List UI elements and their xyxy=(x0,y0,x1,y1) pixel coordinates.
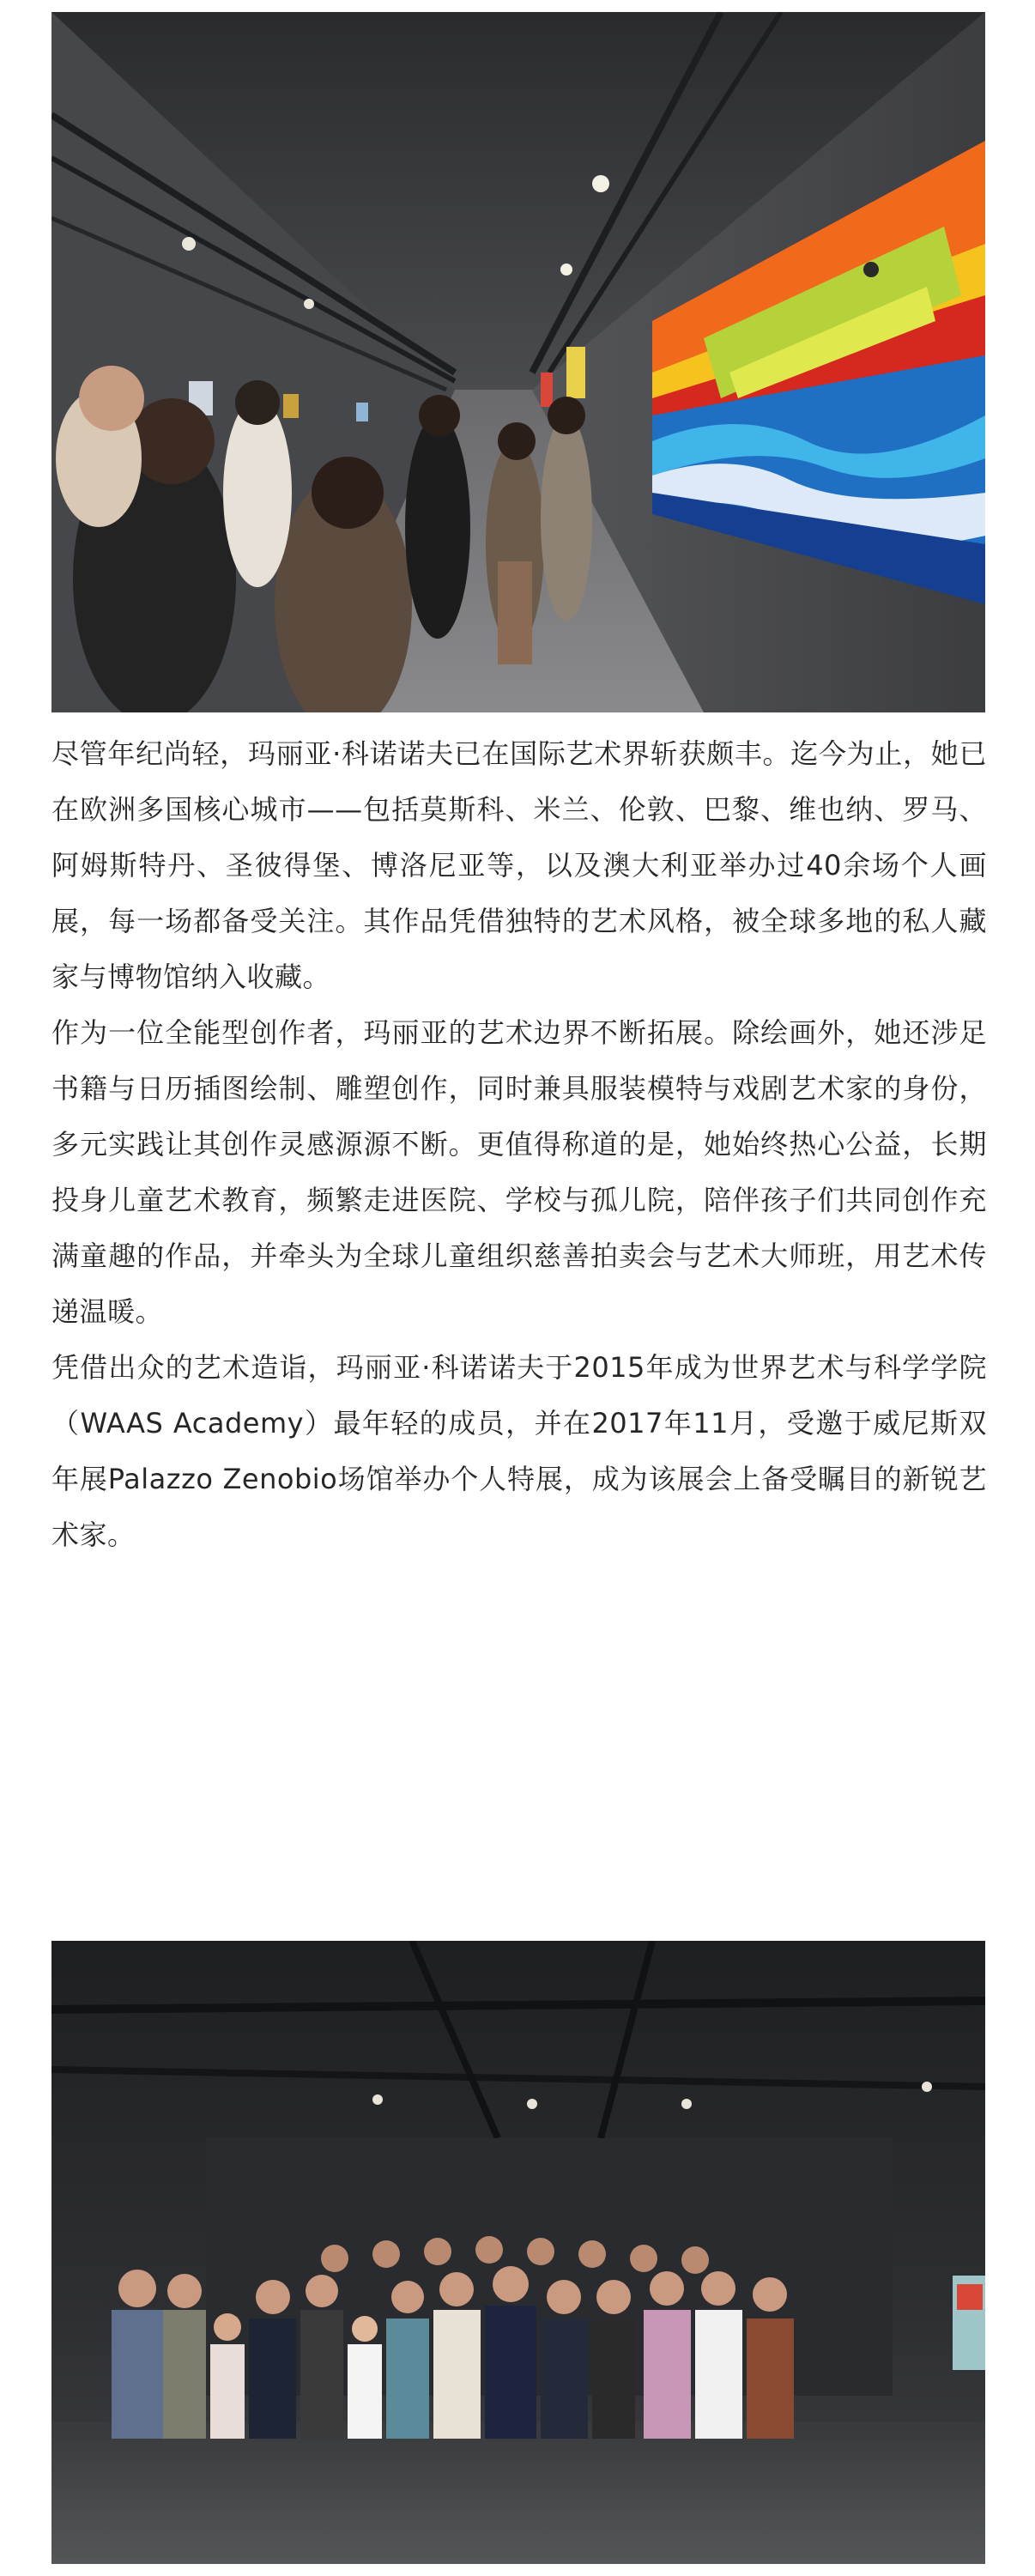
article-body xyxy=(51,726,987,1563)
group-photo xyxy=(51,1941,985,2564)
gallery-corridor-image xyxy=(51,12,985,712)
gallery-corridor-photo xyxy=(51,12,985,712)
group-photo-image xyxy=(51,1941,985,2564)
article-paragraph: 尽管年纪尚轻，玛丽亚·科诺诺夫已在国际艺术界斩获颇丰。迄今为止，她已在欧洲多国核心城市——包括莫斯科、米兰、伦敦、巴黎、维也纳、罗马、阿姆斯特丹、圣彼得堡、博洛尼亚等，以及澳大利亚举办过40余场个人画展，每一场都备受关注。其作品凭借独特的艺术风格，被全球多地的私人藏家与博物馆纳入收藏。 xyxy=(51,737,987,993)
article-paragraph: 作为一位全能型创作者，玛丽亚的艺术边界不断拓展。除绘画外，她还涉足书籍与日历插图绘制、雕塑创作，同时兼具服装模特与戏剧艺术家的身份，多元实践让其创作灵感源源不断。更值得称道的是，她始终热心公益，长期投身儿童艺术教育，频繁走进医院、学校与孤儿院，陪伴孩子们共同创作充满童趣的作品，并牵头为全球儿童组织慈善拍卖会与艺术大师班，用艺术传递温暖。 xyxy=(51,1016,987,1328)
article-paragraph: 凭借出众的艺术造诣，玛丽亚·科诺诺夫于2015年成为世界艺术与科学学院（WAAS Academy）最年轻的成员，并在2017年11月，受邀于威尼斯双年展Palazzo Zenobio场馆举办个人特展，成为该展会上备受瞩目的新锐艺术家。 xyxy=(51,1351,987,1551)
